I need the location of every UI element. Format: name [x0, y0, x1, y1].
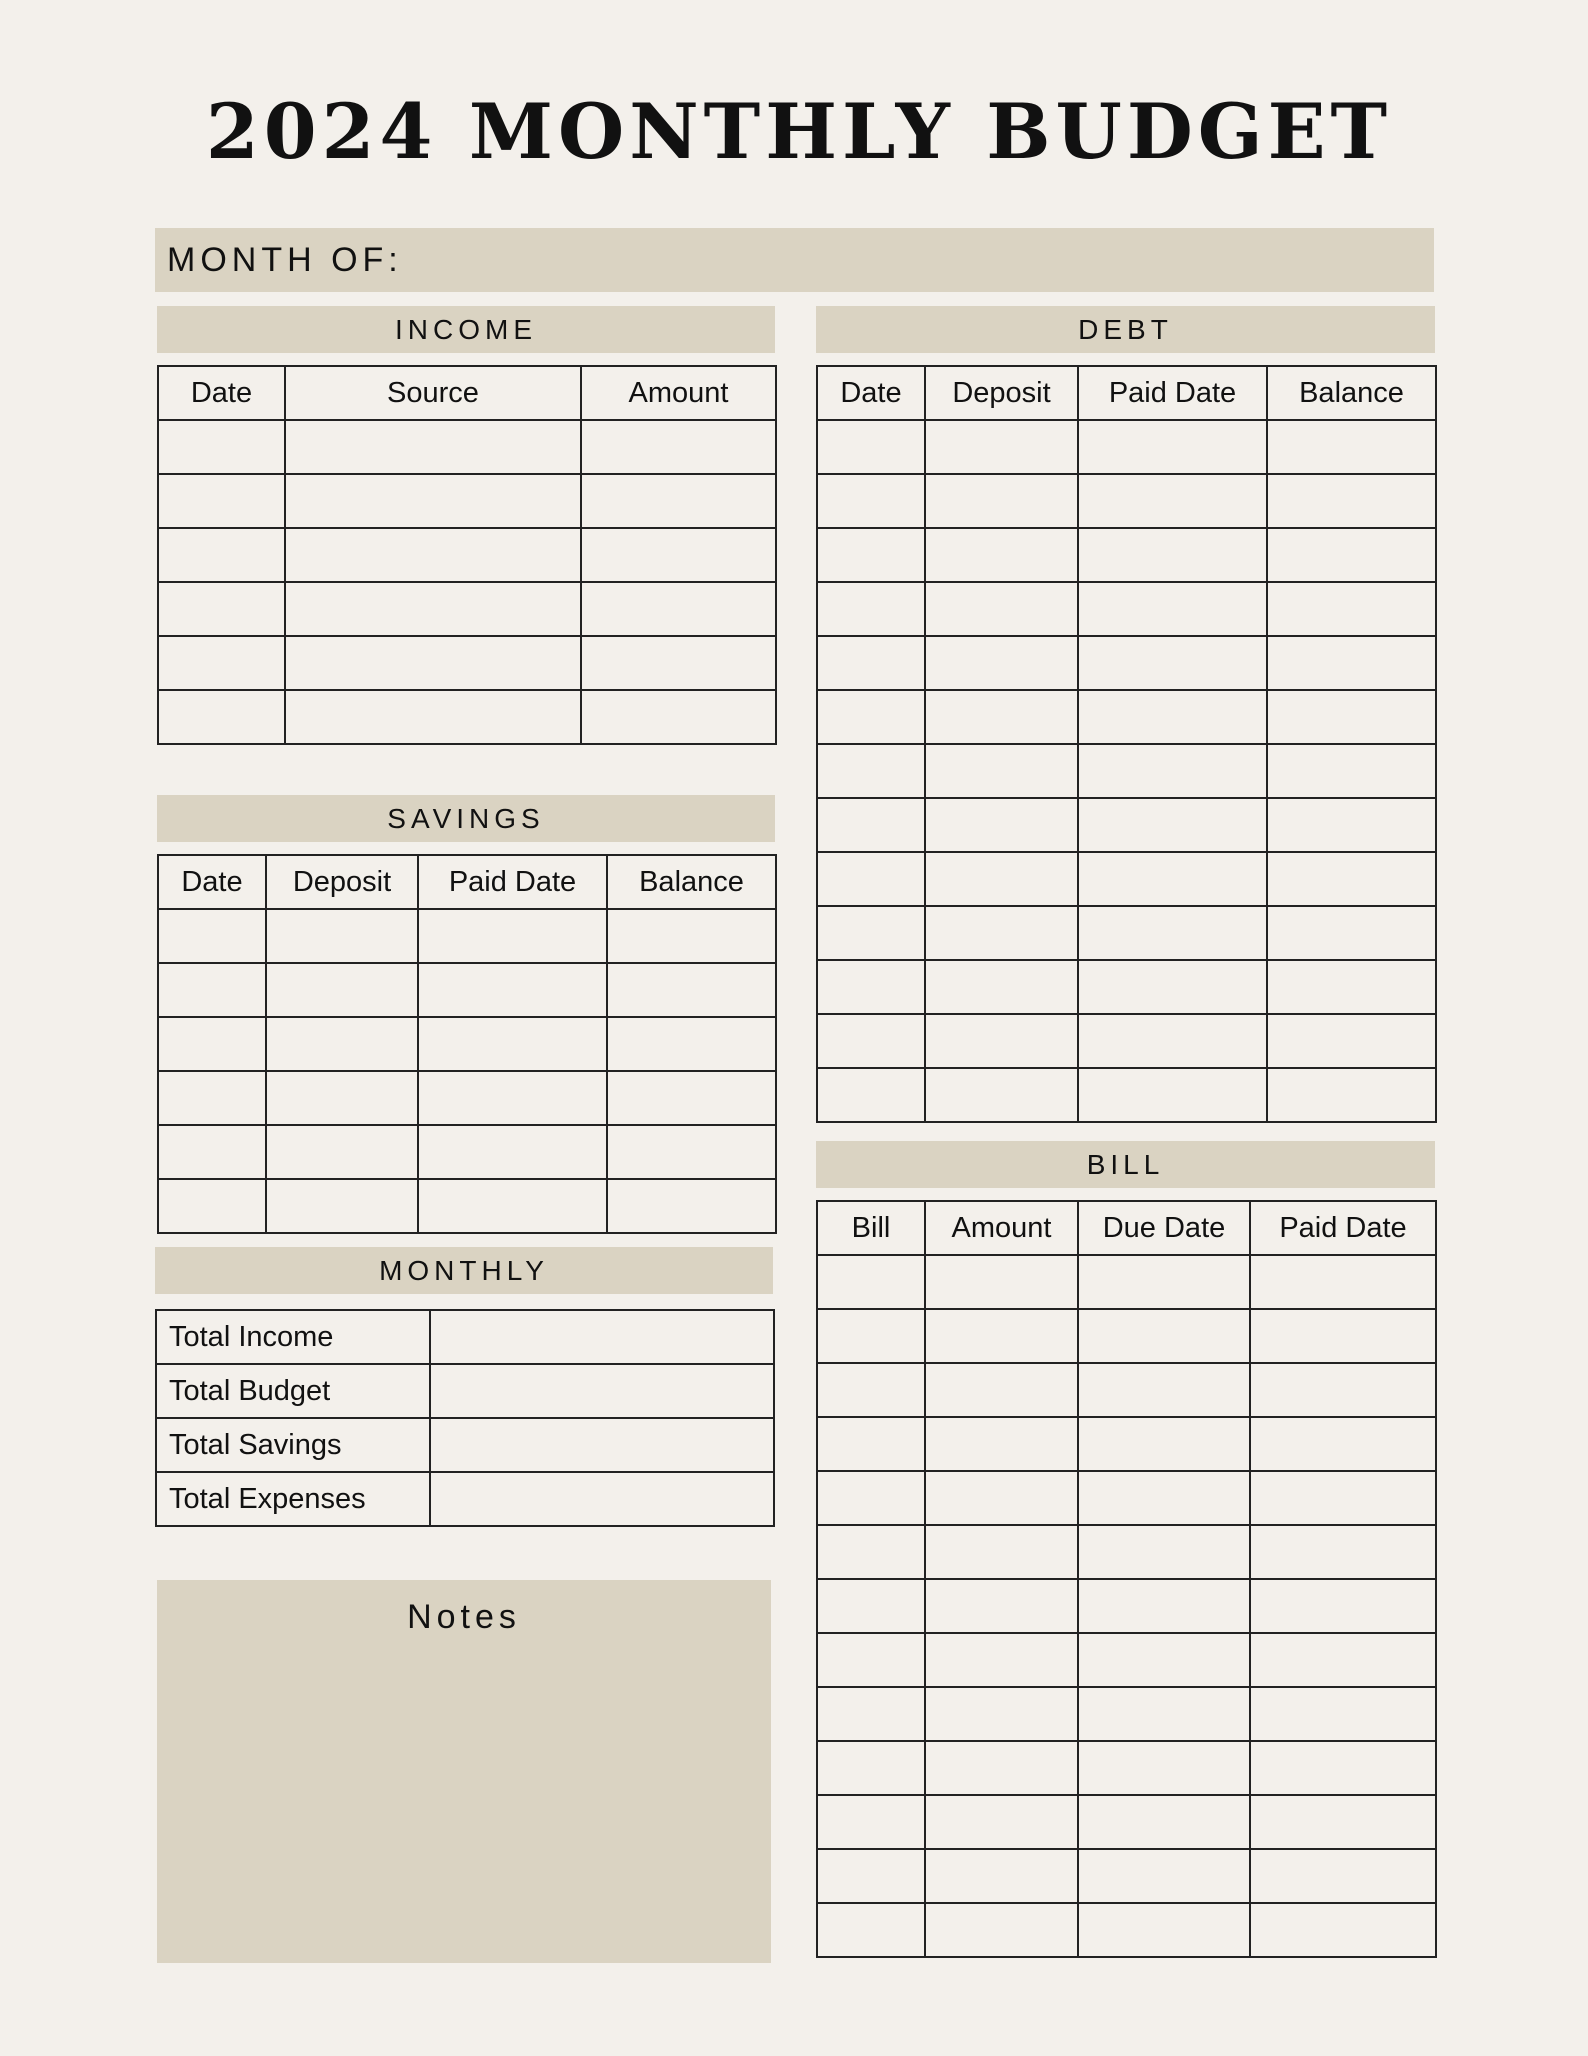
savings-cell[interactable] [607, 1179, 776, 1233]
income-col-source: Source [285, 366, 581, 420]
income-cell[interactable] [581, 582, 776, 636]
debt-cell[interactable] [817, 690, 925, 744]
income-cell[interactable] [158, 474, 285, 528]
savings-row [158, 1017, 776, 1071]
debt-cell[interactable] [1267, 474, 1436, 528]
total-budget-label: Total Budget [156, 1364, 430, 1418]
debt-cell[interactable] [1267, 1068, 1436, 1122]
savings-cell[interactable] [266, 909, 418, 963]
income-table [157, 365, 777, 745]
debt-col-paid-date: Paid Date [1078, 366, 1267, 420]
savings-cell[interactable] [158, 963, 266, 1017]
bill-row [817, 1741, 1436, 1795]
debt-cell[interactable] [1078, 690, 1267, 744]
bill-cell[interactable] [1250, 1363, 1436, 1417]
total-expenses-label: Total Expenses [156, 1472, 430, 1526]
bill-cell[interactable] [1250, 1849, 1436, 1903]
debt-cell[interactable] [1078, 474, 1267, 528]
bill-cell[interactable] [817, 1363, 925, 1417]
debt-cell[interactable] [1267, 798, 1436, 852]
income-row [158, 474, 776, 528]
bill-cell[interactable] [1078, 1795, 1250, 1849]
monthly-summary-table [155, 1309, 775, 1527]
bill-row [817, 1255, 1436, 1309]
bill-cell[interactable] [1078, 1903, 1250, 1957]
bill-cell[interactable] [817, 1633, 925, 1687]
income-cell[interactable] [581, 690, 776, 744]
bill-row [817, 1363, 1436, 1417]
bill-cell[interactable] [817, 1687, 925, 1741]
notes-area[interactable] [157, 1580, 771, 1963]
debt-cell[interactable] [817, 582, 925, 636]
savings-cell[interactable] [266, 1125, 418, 1179]
savings-row [158, 1179, 776, 1233]
bill-cell[interactable] [1078, 1363, 1250, 1417]
income-cell[interactable] [158, 636, 285, 690]
bill-cell[interactable] [1078, 1633, 1250, 1687]
debt-cell[interactable] [1267, 690, 1436, 744]
debt-cell[interactable] [1078, 1014, 1267, 1068]
debt-cell[interactable] [1078, 420, 1267, 474]
bill-row [817, 1849, 1436, 1903]
income-row [158, 528, 776, 582]
debt-cell[interactable] [1267, 852, 1436, 906]
bill-cell[interactable] [1250, 1687, 1436, 1741]
savings-cell[interactable] [266, 1017, 418, 1071]
income-cell[interactable] [581, 528, 776, 582]
bill-cell[interactable] [925, 1741, 1078, 1795]
total-savings-label: Total Savings [156, 1418, 430, 1472]
debt-cell[interactable] [925, 636, 1078, 690]
debt-cell[interactable] [817, 960, 925, 1014]
debt-col-date: Date [817, 366, 925, 420]
debt-cell[interactable] [1078, 582, 1267, 636]
bill-cell[interactable] [1250, 1903, 1436, 1957]
debt-col-deposit: Deposit [925, 366, 1078, 420]
bill-row [817, 1417, 1436, 1471]
savings-row [158, 1125, 776, 1179]
bill-cell[interactable] [925, 1579, 1078, 1633]
income-row [158, 582, 776, 636]
bill-cell[interactable] [1078, 1471, 1250, 1525]
total-income-label: Total Income [156, 1310, 430, 1364]
bill-col-amount: Amount [925, 1201, 1078, 1255]
savings-cell[interactable] [418, 1125, 607, 1179]
debt-row [817, 906, 1436, 960]
debt-cell[interactable] [817, 636, 925, 690]
bill-col-paid-date: Paid Date [1250, 1201, 1436, 1255]
total-budget-value[interactable] [430, 1364, 774, 1418]
debt-row [817, 636, 1436, 690]
bill-cell[interactable] [925, 1687, 1078, 1741]
bill-col-due-date: Due Date [1078, 1201, 1250, 1255]
income-row [158, 690, 776, 744]
debt-cell[interactable] [817, 1014, 925, 1068]
debt-cell[interactable] [1078, 906, 1267, 960]
bill-cell[interactable] [817, 1417, 925, 1471]
bill-cell[interactable] [1250, 1417, 1436, 1471]
bill-cell[interactable] [1250, 1795, 1436, 1849]
month-of-field[interactable]: MONTH OF: [155, 228, 1434, 292]
debt-cell[interactable] [925, 690, 1078, 744]
total-income-value[interactable] [430, 1310, 774, 1364]
savings-cell[interactable] [158, 909, 266, 963]
debt-cell[interactable] [925, 852, 1078, 906]
debt-row [817, 474, 1436, 528]
bill-row [817, 1471, 1436, 1525]
income-row [158, 636, 776, 690]
savings-col-balance: Balance [607, 855, 776, 909]
bill-cell[interactable] [1078, 1525, 1250, 1579]
debt-row [817, 960, 1436, 1014]
bill-cell[interactable] [817, 1849, 925, 1903]
bill-col-bill: Bill [817, 1201, 925, 1255]
income-heading: INCOME [157, 306, 775, 353]
income-cell[interactable] [158, 420, 285, 474]
savings-cell[interactable] [418, 909, 607, 963]
savings-col-deposit: Deposit [266, 855, 418, 909]
bill-cell[interactable] [817, 1525, 925, 1579]
income-col-date: Date [158, 366, 285, 420]
savings-cell[interactable] [418, 1071, 607, 1125]
bill-cell[interactable] [817, 1903, 925, 1957]
bill-row [817, 1579, 1436, 1633]
debt-row [817, 744, 1436, 798]
debt-cell[interactable] [925, 744, 1078, 798]
debt-table [816, 365, 1437, 1123]
debt-cell[interactable] [925, 1014, 1078, 1068]
bill-cell[interactable] [925, 1255, 1078, 1309]
income-cell[interactable] [285, 636, 581, 690]
debt-heading: DEBT [816, 306, 1435, 353]
bill-row [817, 1525, 1436, 1579]
income-cell[interactable] [581, 474, 776, 528]
debt-cell[interactable] [1267, 528, 1436, 582]
savings-cell[interactable] [607, 1017, 776, 1071]
bill-cell[interactable] [1078, 1255, 1250, 1309]
debt-cell[interactable] [817, 420, 925, 474]
bill-cell[interactable] [1250, 1471, 1436, 1525]
bill-cell[interactable] [1250, 1525, 1436, 1579]
debt-cell[interactable] [1078, 960, 1267, 1014]
bill-cell[interactable] [1078, 1417, 1250, 1471]
savings-col-date: Date [158, 855, 266, 909]
income-cell[interactable] [285, 582, 581, 636]
debt-cell[interactable] [817, 798, 925, 852]
debt-row [817, 690, 1436, 744]
bill-cell[interactable] [817, 1741, 925, 1795]
bill-cell[interactable] [817, 1471, 925, 1525]
income-cell[interactable] [158, 690, 285, 744]
debt-row [817, 852, 1436, 906]
bill-cell[interactable] [1078, 1309, 1250, 1363]
bill-cell[interactable] [925, 1849, 1078, 1903]
bill-row [817, 1687, 1436, 1741]
debt-row [817, 798, 1436, 852]
monthly-heading: MONTHLY [155, 1247, 773, 1294]
debt-cell[interactable] [1078, 636, 1267, 690]
savings-cell[interactable] [607, 963, 776, 1017]
bill-cell[interactable] [817, 1255, 925, 1309]
bill-cell[interactable] [1078, 1579, 1250, 1633]
income-col-amount: Amount [581, 366, 776, 420]
page-title: 2024 MONTHLY BUDGET [205, 87, 1393, 176]
savings-cell[interactable] [266, 1071, 418, 1125]
debt-cell[interactable] [925, 420, 1078, 474]
savings-cell[interactable] [158, 1125, 266, 1179]
debt-cell[interactable] [925, 906, 1078, 960]
debt-cell[interactable] [925, 582, 1078, 636]
debt-cell[interactable] [925, 474, 1078, 528]
debt-cell[interactable] [925, 798, 1078, 852]
debt-cell[interactable] [925, 1068, 1078, 1122]
total-savings-value[interactable] [430, 1418, 774, 1472]
debt-row [817, 1068, 1436, 1122]
notes-heading: Notes [407, 1598, 521, 1636]
bill-row [817, 1633, 1436, 1687]
bill-cell[interactable] [1250, 1255, 1436, 1309]
savings-col-paid-date: Paid Date [418, 855, 607, 909]
debt-cell[interactable] [817, 1068, 925, 1122]
bill-cell[interactable] [1078, 1849, 1250, 1903]
debt-cell[interactable] [1267, 582, 1436, 636]
income-cell[interactable] [285, 420, 581, 474]
income-cell[interactable] [285, 528, 581, 582]
income-cell[interactable] [581, 420, 776, 474]
debt-cell[interactable] [817, 852, 925, 906]
savings-cell[interactable] [607, 1125, 776, 1179]
debt-cell[interactable] [1078, 798, 1267, 852]
debt-cell[interactable] [1267, 744, 1436, 798]
bill-cell[interactable] [925, 1363, 1078, 1417]
debt-cell[interactable] [1267, 420, 1436, 474]
debt-cell[interactable] [1078, 852, 1267, 906]
debt-cell[interactable] [1267, 960, 1436, 1014]
savings-cell[interactable] [266, 963, 418, 1017]
savings-cell[interactable] [158, 1179, 266, 1233]
debt-cell[interactable] [1267, 906, 1436, 960]
savings-row [158, 963, 776, 1017]
savings-row [158, 909, 776, 963]
bill-cell[interactable] [1250, 1579, 1436, 1633]
debt-cell[interactable] [925, 528, 1078, 582]
income-cell[interactable] [285, 690, 581, 744]
debt-row [817, 528, 1436, 582]
savings-cell[interactable] [418, 1179, 607, 1233]
bill-cell[interactable] [1078, 1741, 1250, 1795]
savings-row [158, 1071, 776, 1125]
income-cell[interactable] [158, 528, 285, 582]
bill-heading: BILL [816, 1141, 1435, 1188]
income-cell[interactable] [581, 636, 776, 690]
debt-col-balance: Balance [1267, 366, 1436, 420]
bill-cell[interactable] [817, 1795, 925, 1849]
bill-cell[interactable] [925, 1309, 1078, 1363]
bill-cell[interactable] [925, 1525, 1078, 1579]
bill-row [817, 1903, 1436, 1957]
bill-cell[interactable] [1250, 1741, 1436, 1795]
income-cell[interactable] [285, 474, 581, 528]
bill-cell[interactable] [1078, 1687, 1250, 1741]
bill-cell[interactable] [1250, 1309, 1436, 1363]
income-cell[interactable] [158, 582, 285, 636]
debt-cell[interactable] [1078, 744, 1267, 798]
savings-cell[interactable] [266, 1179, 418, 1233]
bill-cell[interactable] [925, 1795, 1078, 1849]
bill-cell[interactable] [817, 1579, 925, 1633]
bill-row [817, 1309, 1436, 1363]
total-expenses-value[interactable] [430, 1472, 774, 1526]
debt-cell[interactable] [1078, 1068, 1267, 1122]
savings-cell[interactable] [158, 1071, 266, 1125]
debt-row [817, 582, 1436, 636]
savings-cell[interactable] [158, 1017, 266, 1071]
savings-cell[interactable] [607, 1071, 776, 1125]
bill-cell[interactable] [817, 1309, 925, 1363]
bill-cell[interactable] [925, 1903, 1078, 1957]
debt-cell[interactable] [817, 528, 925, 582]
bill-cell[interactable] [925, 1471, 1078, 1525]
bill-row [817, 1795, 1436, 1849]
debt-row [817, 420, 1436, 474]
debt-cell[interactable] [817, 744, 925, 798]
savings-table [157, 854, 777, 1234]
bill-cell[interactable] [925, 1633, 1078, 1687]
debt-cell[interactable] [1267, 1014, 1436, 1068]
savings-heading: SAVINGS [157, 795, 775, 842]
bill-cell[interactable] [925, 1417, 1078, 1471]
savings-cell[interactable] [418, 1017, 607, 1071]
bill-cell[interactable] [1250, 1633, 1436, 1687]
debt-cell[interactable] [925, 960, 1078, 1014]
debt-cell[interactable] [817, 906, 925, 960]
debt-cell[interactable] [1078, 528, 1267, 582]
debt-row [817, 1014, 1436, 1068]
debt-cell[interactable] [1267, 636, 1436, 690]
savings-cell[interactable] [418, 963, 607, 1017]
income-row [158, 420, 776, 474]
bill-table [816, 1200, 1437, 1958]
debt-cell[interactable] [817, 474, 925, 528]
savings-cell[interactable] [607, 909, 776, 963]
